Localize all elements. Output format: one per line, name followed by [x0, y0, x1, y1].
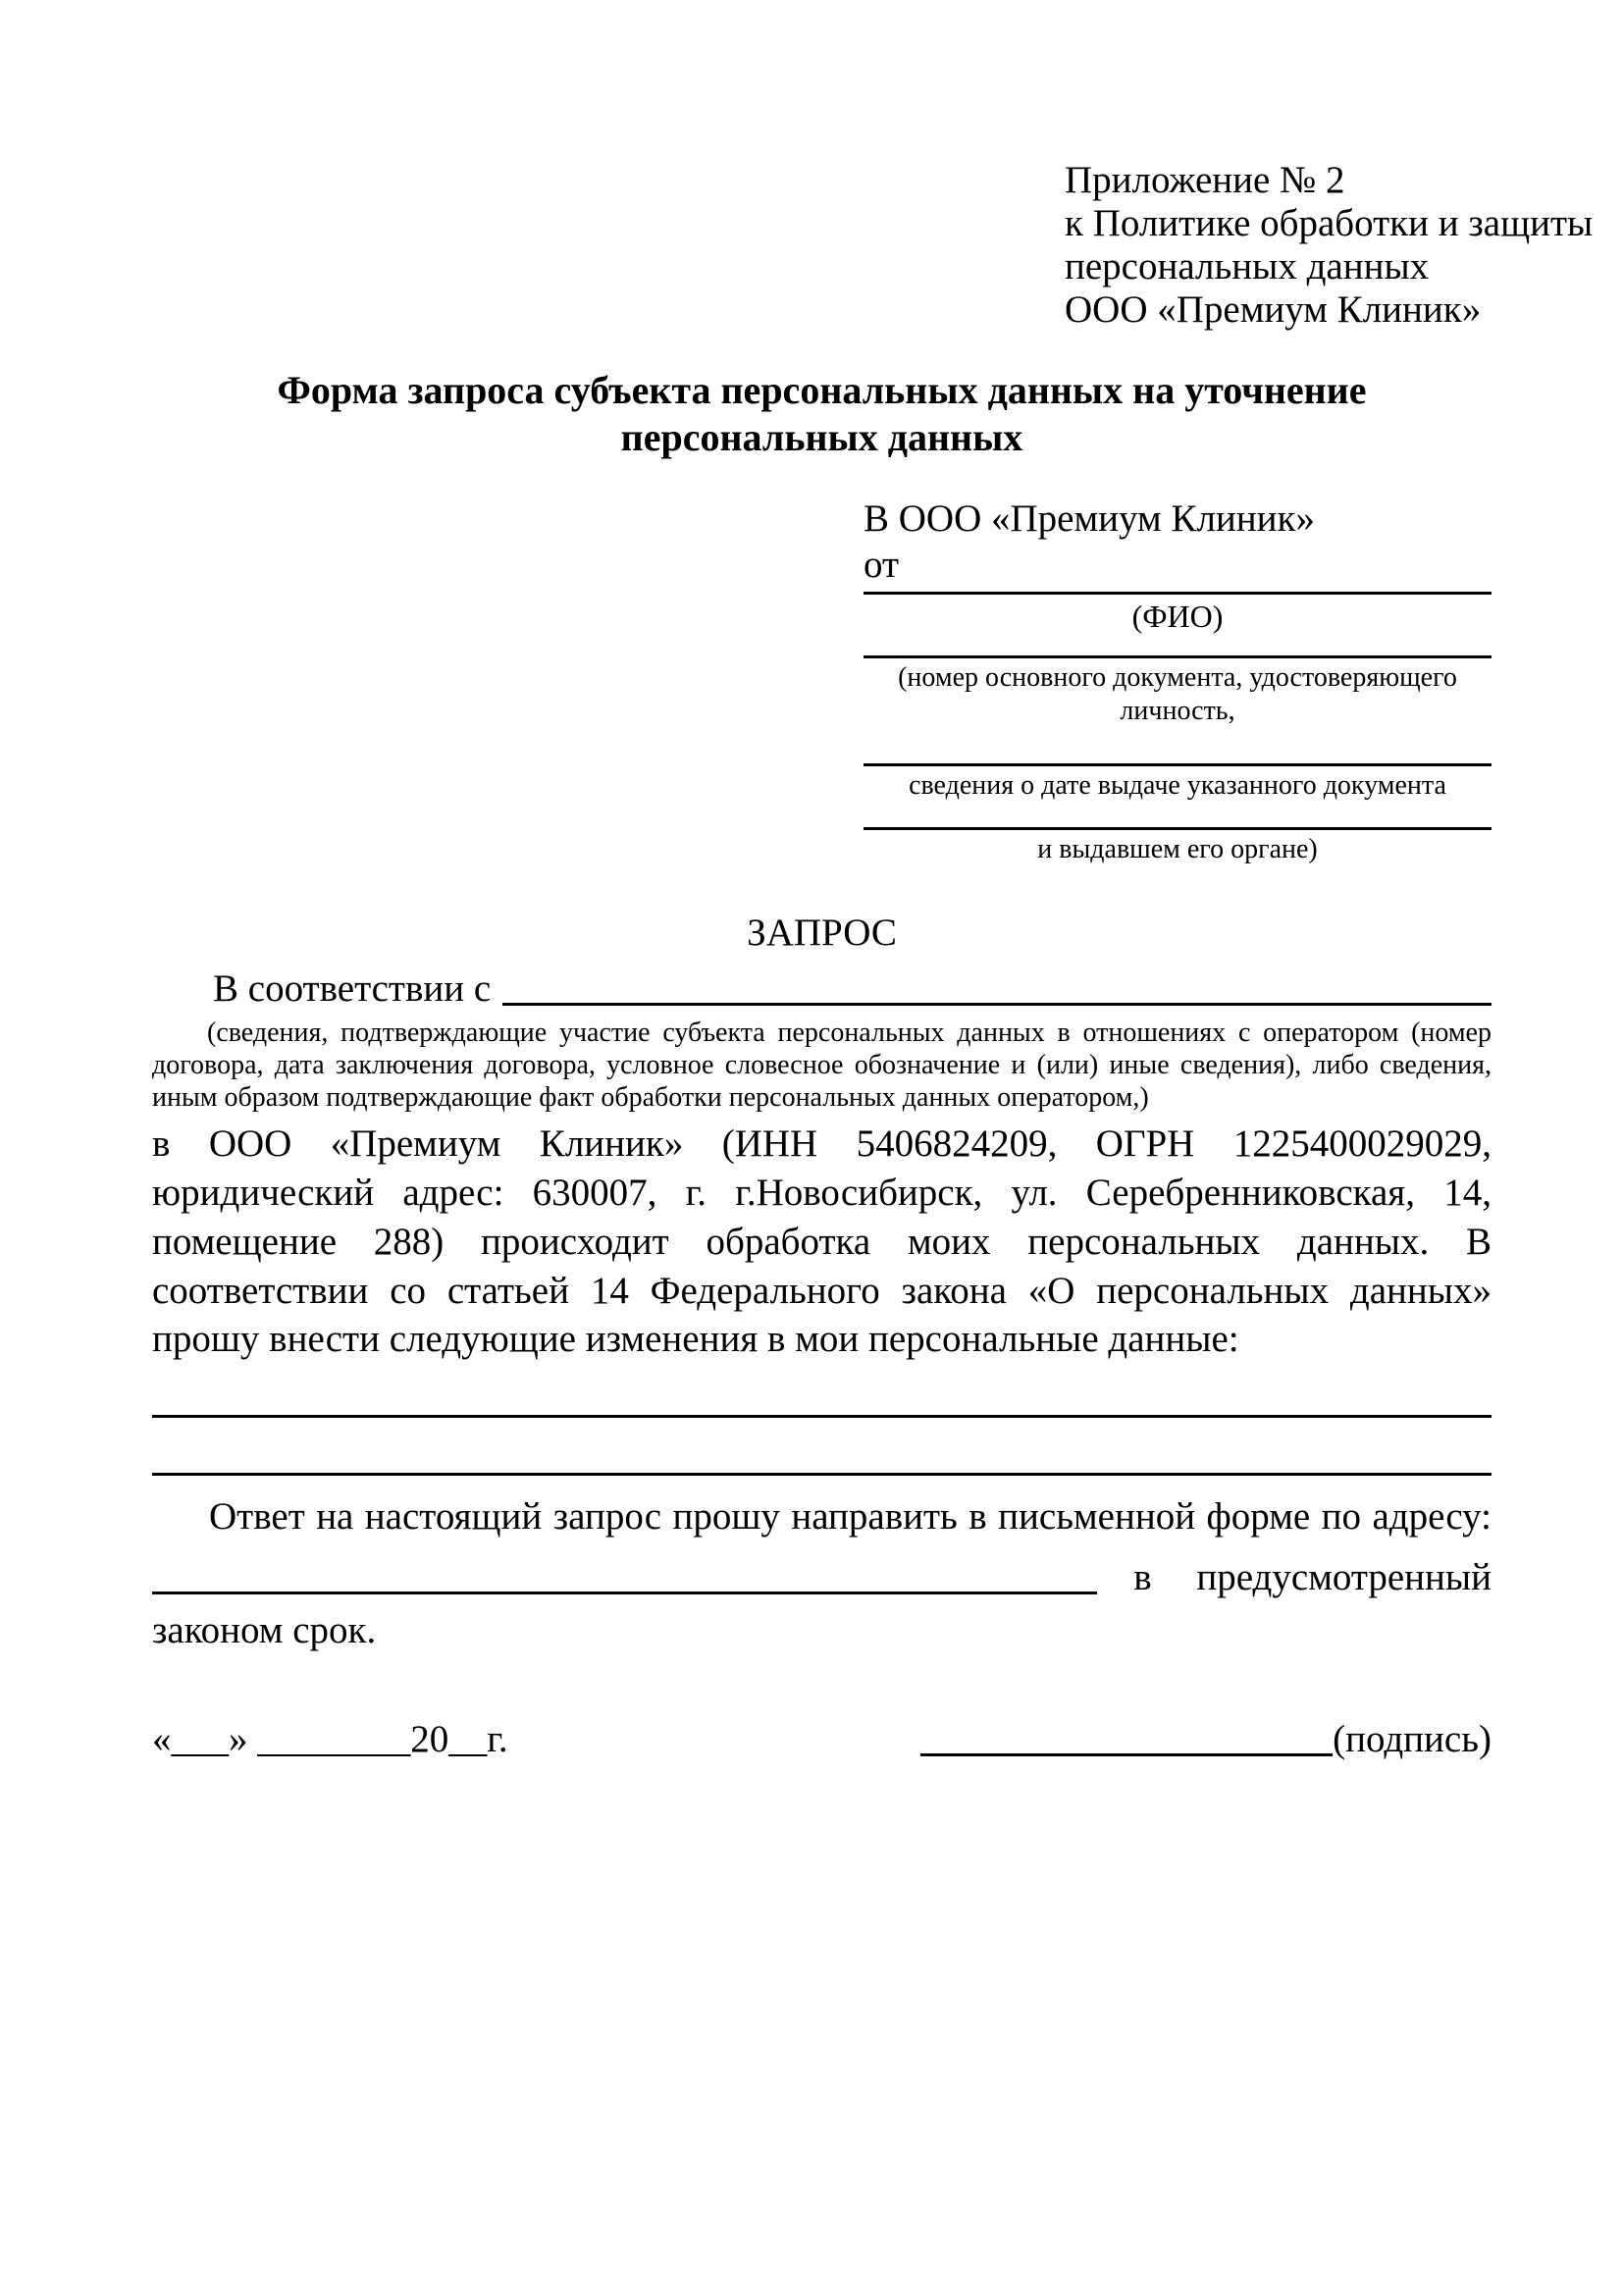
- issuing-authority-field: [864, 803, 1492, 866]
- footer-row: [152, 1716, 1492, 1763]
- reply-address-row: [152, 1554, 1492, 1601]
- issuing-authority-label: и выдавшем его органе): [1037, 834, 1318, 865]
- passport-number-blank-line: [864, 635, 1492, 658]
- fio-field: [864, 589, 1492, 635]
- addressee-block: [864, 496, 1492, 865]
- addressee-to: В ООО «Премиум Клиник»: [864, 497, 1315, 541]
- issue-date-blank-line: [864, 727, 1492, 766]
- fio-label: (ФИО): [1131, 598, 1224, 634]
- basis-intro-text: В соответствии с: [213, 967, 492, 1011]
- header-note-line: к Политике обработки и защиты: [1065, 202, 1594, 245]
- reply-end-text: законом срок.: [152, 1608, 377, 1651]
- reply-address-blank-line: [152, 1592, 1097, 1594]
- signature-blank-line: [920, 1753, 1333, 1756]
- signature-area: [920, 1716, 1492, 1763]
- request-body: в ООО «Премиум Клиник» (ИНН 5406824209, ОГРН 1225400029029, юридический адрес: 630007, г. г.Новосибирск, ул. Серебренниковская, 14, помещение 288) происходит обработка моих персональных данных. В соответствии со статьей 14 Федерального закона «О персональных данных» прошу внести следующие изменения в мои персональные данные:: [152, 1122, 1492, 1361]
- header-note-line: Приложение № 2: [1065, 159, 1345, 201]
- doc-title-line: персональных данных: [620, 415, 1023, 460]
- basis-fine-print: (сведения, подтверждающие участие субъекта персональных данных в отношениях с оператором (номер договора, дата заключения договора, условное словесное обозначение и (или) иные сведения), либо сведения, иным образом подтверждающие факт обработки персональных данных оператором,): [152, 1017, 1492, 1113]
- header-note: [1065, 159, 1594, 332]
- doc-title-line: Форма запроса субъекта персональных данных на уточнение: [277, 368, 1367, 413]
- issue-date-label: сведения о дате выдаче указанного документа: [909, 770, 1446, 802]
- basis-blank-line: [502, 965, 1492, 1006]
- issue-date-field: [864, 727, 1492, 803]
- date-blank-line: «___» ________20__г.: [152, 1718, 508, 1761]
- passport-number-field: [864, 635, 1492, 727]
- request-heading: ЗАПРОС: [747, 911, 897, 954]
- reply-paragraph: Ответ на настоящий запрос прошу направить в письменной форме по адресу:: [209, 1495, 1492, 1539]
- header-note-line: персональных данных: [1065, 245, 1430, 288]
- basis-row: [152, 965, 1492, 1013]
- passport-number-label: (номер основного документа, удостоверяющего личность,: [898, 662, 1457, 726]
- signature-label: (подпись): [1333, 1718, 1492, 1761]
- changes-blank-line-1: [152, 1415, 1492, 1418]
- doc-title: [152, 367, 1492, 461]
- addressee-from: от: [864, 544, 900, 587]
- header-note-line: ООО «Премиум Клиник»: [1065, 288, 1482, 332]
- changes-blank-line-2: [152, 1473, 1492, 1476]
- reply-tail-text: в предусмотренный: [1133, 1555, 1492, 1598]
- issuing-authority-blank-line: [864, 803, 1492, 830]
